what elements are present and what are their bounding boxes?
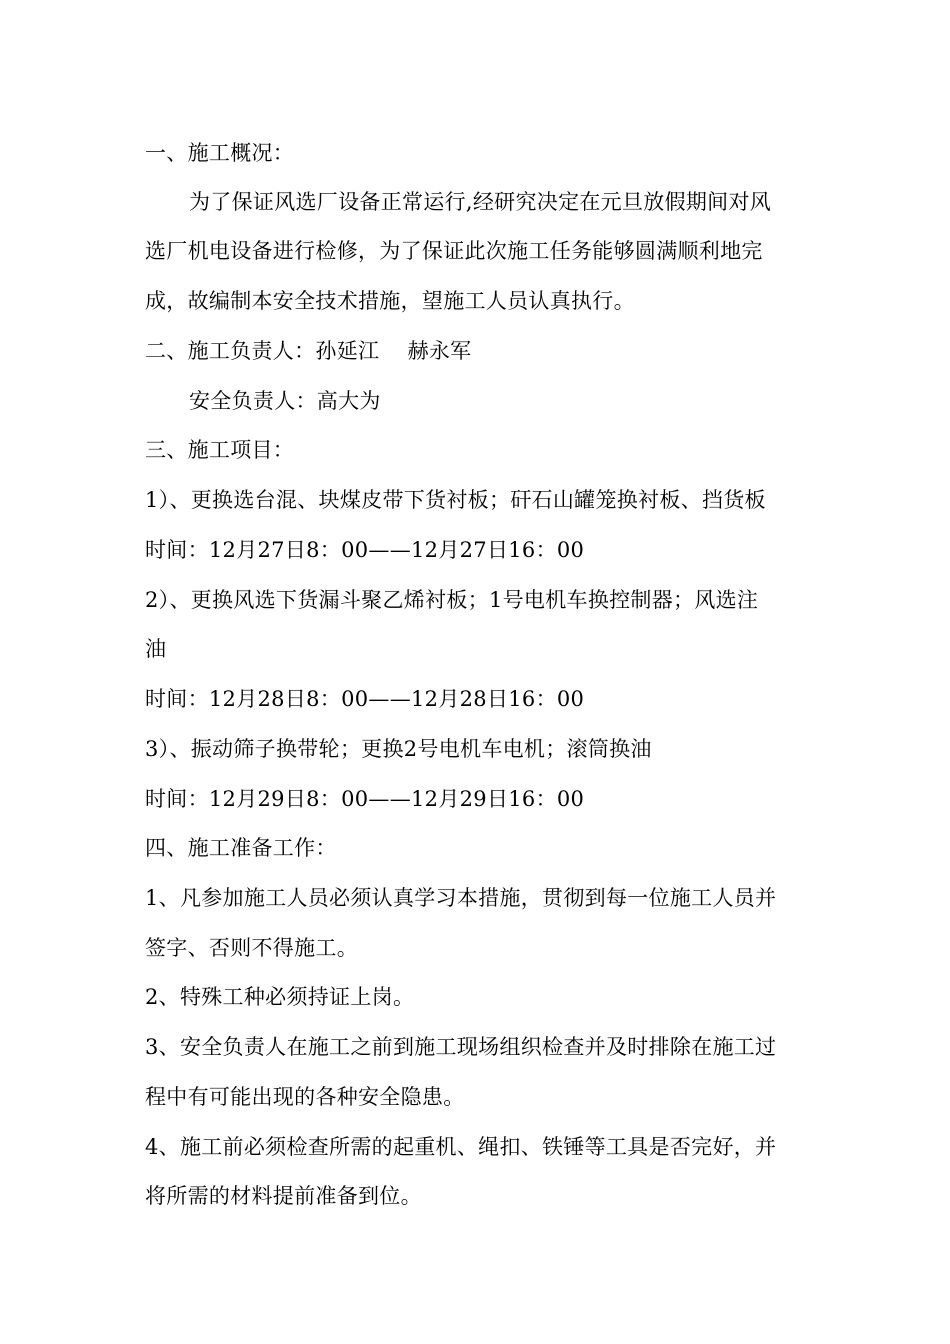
project-item-2: 2）、更换风选下货漏斗聚乙烯衬板；1号电机车换控制器；风选注 [145, 588, 759, 612]
preparation-item-4-continued: 将所需的材料提前准备到位。 [145, 1184, 422, 1208]
project-time-1: 时间：12月27日8：00——12月27日16：00 [145, 538, 585, 562]
safety-leader-line: 安全负责人：高大为 [189, 389, 381, 413]
paragraph-line: 成，故编制本安全技术措施，望施工人员认真执行。 [145, 289, 635, 313]
project-item-1: 1）、更换选台混、块煤皮带下货衬板；矸石山罐笼换衬板、挡货板 [145, 488, 766, 512]
paragraph-line: 选厂机电设备进行检修，为了保证此次施工任务能够圆满顺利地完 [145, 239, 763, 263]
preparation-item-1: 1、凡参加施工人员必须认真学习本措施，贯彻到每一位施工人员并 [145, 886, 777, 910]
preparation-item-3-continued: 程中有可能出现的各种安全隐患。 [145, 1085, 465, 1109]
project-time-3: 时间：12月29日8：00——12月29日16：00 [145, 787, 585, 811]
paragraph-line: 为了保证风选厂设备正常运行,经研究决定在元旦放假期间对风 [189, 190, 772, 214]
preparation-item-2: 2、特殊工种必须持证上岗。 [145, 985, 415, 1009]
preparation-item-3: 3、安全负责人在施工之前到施工现场组织检查并及时排除在施工过 [145, 1035, 777, 1059]
section-heading-overview: 一、施工概况： [145, 141, 295, 165]
project-item-3: 3）、振动筛子换带轮；更换2号电机车电机；滚筒换油 [145, 737, 652, 761]
preparation-item-4: 4、施工前必须检查所需的起重机、绳扣、铁锤等工具是否完好，并 [145, 1135, 777, 1159]
preparation-item-1-continued: 签字、否则不得施工。 [145, 936, 358, 960]
project-time-2: 时间：12月28日8：00——12月28日16：00 [145, 687, 585, 711]
project-item-2-continued: 油 [145, 637, 167, 661]
section-heading-leaders: 二、施工负责人：孙延江 赫永军 [145, 339, 472, 363]
section-heading-preparation: 四、施工准备工作： [145, 836, 337, 860]
section-heading-projects: 三、施工项目： [145, 438, 295, 462]
